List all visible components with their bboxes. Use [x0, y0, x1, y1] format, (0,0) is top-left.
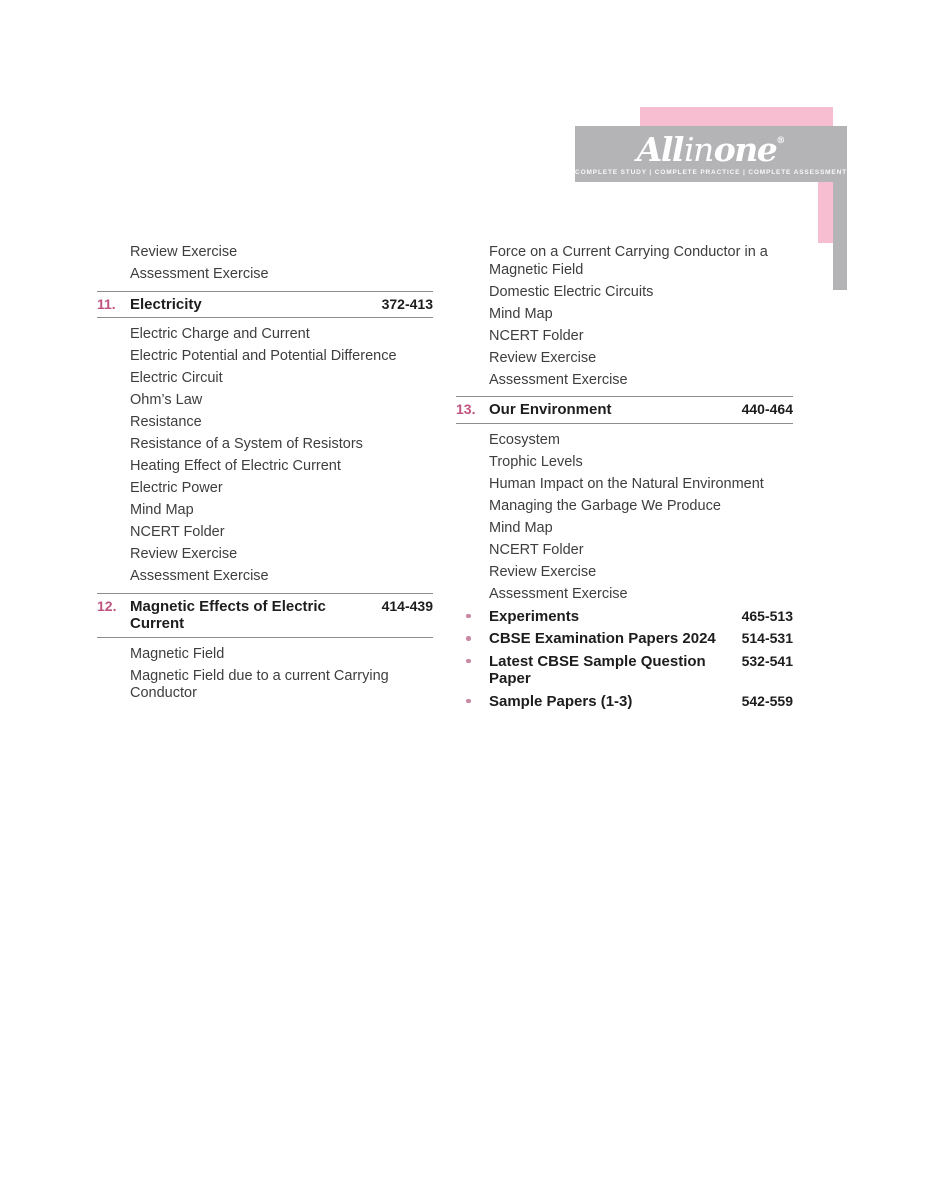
toc-subitem: NCERT Folder [130, 524, 225, 540]
toc-subitem: Electric Power [130, 480, 223, 496]
toc-subitem: Magnetic Field due to a current Carrying Conductor [130, 667, 389, 701]
chapter-page-range: 372-413 [381, 295, 433, 312]
bullet-page-range: 542-559 [741, 692, 793, 709]
toc-column-left [97, 244, 433, 707]
bullet-title: Experiments [489, 607, 580, 625]
toc-bullet-row [456, 653, 793, 688]
bullet-title: Latest CBSE Sample Question Paper [489, 652, 706, 687]
toc-subitem: Managing the Garbage We Produce [489, 497, 721, 514]
all-in-one-logo [636, 129, 786, 169]
toc-subitem: Assessment Exercise [489, 585, 628, 602]
bullet-dot-icon [466, 699, 471, 704]
toc-subitem: Electric Potential and Potential Difference [130, 348, 397, 364]
toc-bullet-row [456, 693, 793, 711]
toc-subitem: Electric Circuit [130, 370, 223, 386]
toc-subitem: Ohm’s Law [130, 392, 203, 408]
toc-subitem: Assessment Exercise [130, 568, 269, 584]
toc-subitem: Mind Map [489, 519, 553, 536]
bullet-page-range: 514-531 [741, 630, 793, 646]
logo-text-one: one [713, 129, 777, 169]
toc-subitem: Trophic Levels [489, 453, 583, 470]
bullet-title: Sample Papers (1-3) [489, 692, 633, 710]
chapter-title: Our Environment [489, 401, 612, 418]
toc-column-right [456, 244, 793, 715]
bullet-dot-icon [466, 614, 471, 619]
chapter-title: Magnetic Effects of Electric Current [130, 597, 326, 632]
toc-chapter-row [97, 291, 433, 319]
chapter-page-range: 414-439 [381, 597, 433, 614]
toc-bullet-row [456, 608, 793, 626]
bullet-dot-icon [466, 659, 471, 664]
gray-accent-bar-right [833, 182, 847, 290]
toc-subitem: Review Exercise [489, 349, 597, 366]
registered-mark: ® [776, 135, 786, 146]
chapter-number: 11. [97, 295, 116, 312]
toc-subitem: Review Exercise [489, 563, 597, 580]
bullet-page-range: 465-513 [741, 607, 793, 624]
toc-subitem: Review Exercise [130, 546, 238, 562]
logo-text-all: All [636, 129, 683, 169]
toc-chapter-row [456, 396, 793, 424]
toc-subitem: Assessment Exercise [130, 266, 269, 282]
toc-subitem: Resistance of a System of Resistors [130, 436, 363, 452]
bullet-page-range: 532-541 [741, 652, 793, 669]
toc-subitem: Heating Effect of Electric Current [130, 458, 341, 474]
pink-accent-bar-right [818, 182, 833, 243]
toc-subitem: Mind Map [130, 502, 194, 518]
toc-subitem: Electric Charge and Current [130, 326, 310, 342]
toc-subitem: Review Exercise [130, 244, 238, 260]
chapter-title: Electricity [130, 295, 202, 313]
toc-chapter-row [97, 593, 433, 638]
toc-subitem: Assessment Exercise [489, 371, 628, 388]
chapter-page-range: 440-464 [741, 401, 793, 417]
brand-banner [575, 126, 847, 182]
toc-subitem: NCERT Folder [489, 327, 584, 344]
brand-tagline: COMPLETE STUDY | COMPLETE PRACTICE | COMPLETE ASSESSMENT [575, 168, 847, 176]
toc-subitem: Ecosystem [489, 431, 560, 448]
toc-subitem: Magnetic Field [130, 645, 225, 662]
chapter-number: 13. [456, 401, 476, 417]
bullet-dot-icon [466, 636, 471, 641]
toc-subitem: Mind Map [489, 305, 553, 322]
toc-subitem: Force on a Current Carrying Conductor in a Magnetic Field [489, 244, 768, 278]
toc-subitem: Resistance [130, 414, 202, 430]
toc-subitem: Human Impact on the Natural Environment [489, 475, 764, 492]
chapter-number: 12. [97, 597, 117, 614]
bullet-title: CBSE Examination Papers 2024 [489, 630, 716, 647]
toc-subitem: NCERT Folder [489, 541, 584, 558]
logo-text-in: in [683, 129, 713, 169]
toc-subitem: Domestic Electric Circuits [489, 283, 654, 300]
toc-bullet-row [456, 630, 793, 648]
